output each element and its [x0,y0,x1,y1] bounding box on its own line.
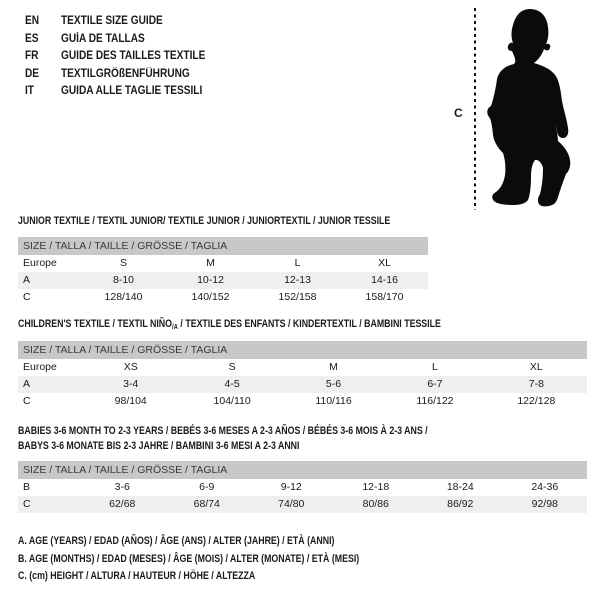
guide-title: GUIDA ALLE TAGLIE TESSILI [61,85,203,97]
guide-title: TEXTILGRÖßENFÜHRUNG [61,67,190,80]
table-row [18,479,587,496]
guide-title: GUÍA DE TALLAS [61,32,145,45]
age-cell: 18-24 [446,481,474,493]
height-cell: 140/152 [191,291,230,303]
size-cell: M [206,257,215,269]
height-cell: 104/110 [213,395,251,407]
size-header-bar: SIZE / TALLA / TAILLE / GRÖSSE / TAGLIA [18,341,587,359]
language-title-block [25,13,225,101]
age-cell: 3-4 [123,378,139,390]
size-cell: L [432,361,438,373]
height-cell: 110/116 [315,395,352,407]
height-cell: 158/170 [365,291,404,303]
height-cell: 98/104 [114,395,147,407]
size-header-bar: SIZE / TALLA / TAILLE / GRÖSSE / TAGLIA [18,461,587,479]
size-header-bar: SIZE / TALLA / TAILLE / GRÖSSE / TAGLIA [18,237,428,255]
size-cell: S [228,361,236,373]
row-label: B [23,481,31,493]
table-row [18,272,428,289]
age-cell: 4-5 [224,378,240,390]
row-label: Europe [23,361,57,373]
language-code: ES [25,32,39,45]
language-code: FR [25,50,39,62]
guide-title: GUIDE DES TAILLES TEXTILE [61,50,206,62]
row-label: A [23,378,31,390]
table-row [18,393,587,410]
row-label: C [23,395,31,407]
subscript-text: /A [171,322,178,331]
size-cell: L [294,257,301,269]
babies-table-section [18,424,587,513]
table-title: BABIES 3-6 MONTH TO 2-3 YEARS / BEBÉS 3-6 MESES A 2-3 AÑOS / BÉBÉS 3-6 MOIS À 2-3 ANS / BABYS 3-6 MONATE BIS 2-3 JAHRE / BAMBINI 3-6 MESI A 2-3 ANNI [18,425,428,452]
legend-line-a: A. AGE (YEARS) / EDAD (AÑOS) / ÂGE (ANS) / ALTER (JAHRE) / ETÀ (ANNI) [18,535,335,547]
height-cell: 62/68 [109,498,136,510]
height-cell: 74/80 [278,498,305,510]
size-cell: S [119,257,127,269]
age-cell: 24-36 [531,481,559,493]
language-row [25,48,225,66]
height-cell: 116/122 [416,395,454,407]
table-title: JUNIOR TEXTILE / TEXTIL JUNIOR/ TEXTILE JUNIOR / JUNIORTEXTIL / JUNIOR TESSILE [18,215,391,227]
height-dashed-line [474,8,476,210]
height-cell: 122/128 [517,395,556,407]
age-cell: 5-6 [325,378,342,390]
legend-line-c: C. (cm) HEIGHT / ALTURA / HAUTEUR / HÖHE / ALTEZZA [18,570,256,582]
language-code: EN [25,15,40,27]
height-cell: 92/98 [531,498,558,510]
language-code: IT [25,85,35,97]
age-cell: 12-18 [362,481,390,493]
language-row [25,13,225,31]
language-code: DE [25,67,40,80]
junior-table-section [18,215,428,306]
size-cell: XL [378,257,391,269]
table-row [18,289,428,306]
age-cell: 8-10 [112,274,134,286]
guide-title: TEXTILE SIZE GUIDE [61,15,163,27]
row-label: A [23,274,31,286]
age-cell: 7-8 [528,378,544,390]
height-cell: 68/74 [193,498,220,510]
height-cell: 86/92 [447,498,474,510]
height-cell: 128/140 [104,291,143,303]
row-label: C [23,498,31,510]
table-row [18,376,587,393]
height-cell: 80/86 [362,498,389,510]
legend-line-b: B. AGE (MONTHS) / EDAD (MESES) / ÂGE (MOIS) / ALTER (MONATE) / ETÀ (MESI) [18,552,360,565]
table-title: CHILDREN'S TEXTILE / TEXTIL NIÑO/A / TEXTILE DES ENFANTS / KINDERTEXTIL / BAMBINI TESSILE [18,318,441,331]
height-cell: 152/158 [278,291,317,303]
height-measure-label: C [454,106,463,120]
table-row [18,359,587,376]
children-table-section [18,318,587,410]
size-cell: XL [529,361,543,373]
measure-legend [18,533,445,586]
size-cell: M [329,361,338,373]
age-cell: 14-16 [371,274,398,286]
language-row [25,83,225,101]
age-cell: 9-12 [280,481,302,493]
age-cell: 10-12 [197,274,224,286]
table-row [18,496,587,513]
row-label: C [23,291,31,303]
size-cell: XS [123,361,138,373]
row-label: Europe [23,257,57,269]
language-row [25,66,225,84]
age-cell: 6-7 [427,378,443,390]
table-row [18,255,428,272]
age-cell: 12-13 [284,274,311,286]
age-cell: 3-6 [114,481,130,493]
age-cell: 6-9 [199,481,215,493]
language-row [25,31,225,49]
baby-silhouette-icon [487,7,575,209]
